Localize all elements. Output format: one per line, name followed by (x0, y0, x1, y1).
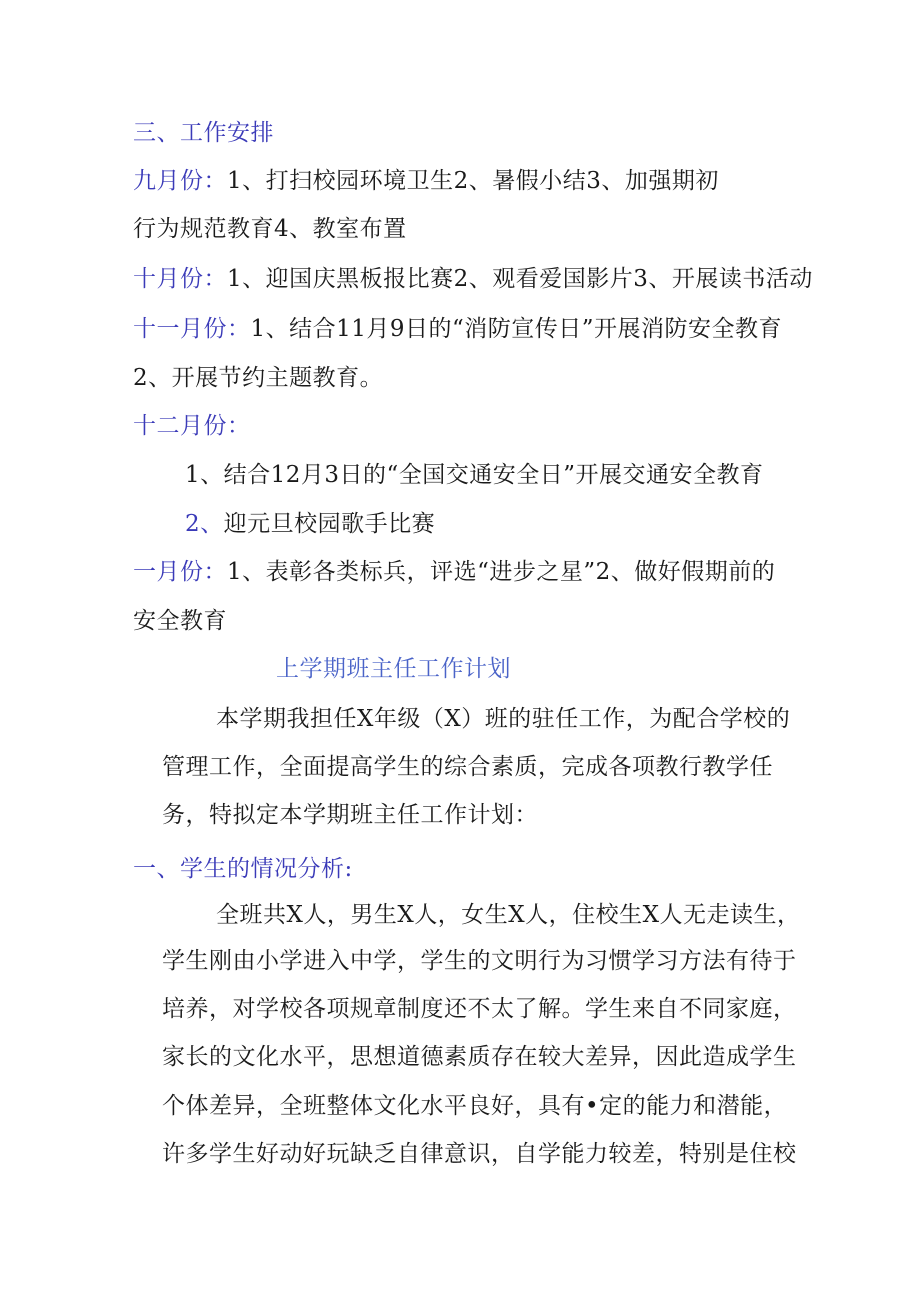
october-text: 1、迎国庆黑板报比赛2、观看爱国影片3、开展读书活动 (227, 266, 813, 292)
analysis-line-6: 许多学生好动好玩缺乏自律意识，自学能力较差，特别是住校 (162, 1141, 797, 1167)
analysis-line-5: 个体差异，全班整体文化水平良好，具有•定的能力和潜能， (162, 1093, 788, 1119)
december-label: 十二月份： (133, 413, 251, 439)
analysis-line-1: 全班共X人，男生X人，女生X人，住校生X人无走读生， (216, 902, 801, 928)
december-item-2 (185, 509, 435, 539)
intro-line-2: 管理工作，全面提高学生的综合素质，完成各项教行教学任 (162, 754, 773, 780)
september-text-1: 1、打扫校园环境卫生2、暑假小结3、加强期初 (227, 168, 719, 194)
september-label: 九月份： (133, 168, 227, 194)
analysis-line-3: 培养，对学校各项规章制度还不太了解。学生来自不同家庭， (162, 996, 797, 1022)
september-line-1 (133, 166, 719, 196)
december-item-1: 1、结合12月3日的“全国交通安全日”开展交通安全教育 (185, 462, 764, 488)
october-line (133, 264, 813, 294)
september-text-2: 行为规范教育4、教室布置 (133, 216, 407, 242)
intro-line-1: 本学期我担任X年级（X）班的驻任工作，为配合学校的 (216, 706, 791, 732)
january-line-1 (133, 557, 775, 587)
november-text-2: 2、开展节约主题教育。 (133, 365, 384, 391)
december-item-2-text: 迎元旦校园歌手比赛 (223, 511, 436, 537)
november-text-1: 1、结合11月9日的“消防宣传日”开展消防安全教育 (250, 316, 783, 342)
intro-line-3: 务，特拟定本学期班主任工作计划： (162, 802, 538, 828)
january-text-2: 安全教育 (133, 608, 227, 634)
november-line-1 (133, 314, 782, 344)
january-label: 一月份： (133, 559, 227, 585)
december-item-2-number: 2、 (185, 511, 224, 537)
section-heading-work-arrangement: 三、工作安排 (133, 120, 274, 146)
analysis-line-4: 家长的文化水平，思想道德素质存在较大差异，因此造成学生 (162, 1044, 797, 1070)
january-text-1: 1、表彰各类标兵，评选“进步之星”2、做好假期前的 (227, 559, 776, 585)
section-heading-student-analysis: 一、学生的情况分析: (133, 856, 353, 882)
analysis-line-2: 学生刚由小学进入中学，学生的文明行为习惯学习方法有待于 (162, 948, 797, 974)
plan-title: 上学期班主任工作计划 (276, 656, 511, 682)
november-label: 十一月份： (133, 316, 251, 342)
october-label: 十月份： (133, 266, 227, 292)
